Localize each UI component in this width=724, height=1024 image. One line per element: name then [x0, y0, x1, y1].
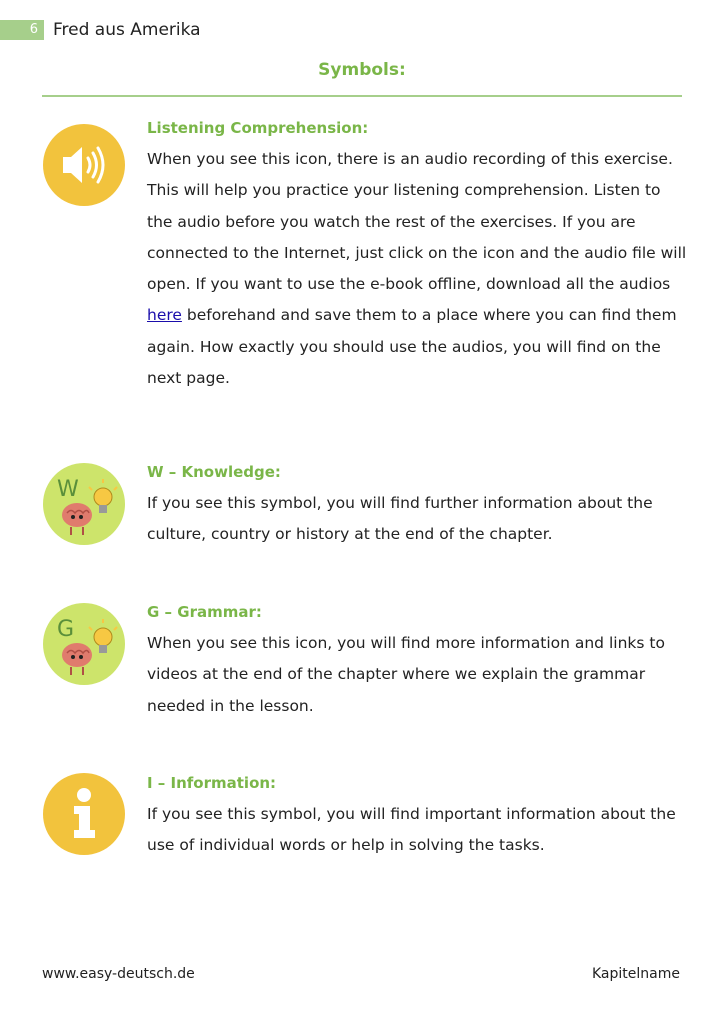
page-header — [0, 18, 724, 42]
entry-text: If you see this symbol, you will find important information about the use of individual words or help in solving the tasks. — [147, 805, 676, 855]
icon-letter: W — [57, 477, 79, 502]
speaker-icon[interactable] — [43, 124, 125, 206]
brain-lightbulb-w-icon — [43, 463, 125, 545]
entry-heading: W – Knowledge: — [147, 463, 281, 481]
book-title: Fred aus Amerika — [53, 20, 201, 40]
page-number: 6 — [0, 20, 44, 40]
title-divider — [42, 95, 682, 97]
entry-text-part: beforehand and save them to a place where you can find them again. How exactly you should use the audios, you will find on the next page. — [147, 306, 677, 388]
section-title: Symbols: — [318, 60, 406, 80]
entry-text-part: When you see this icon, there is an audio recording of this exercise. This will help you practice your listening comprehension. Listen to the audio before you watch the rest of the exercises. If you are connected to the Internet, just click on the icon and the audio file will open. If you want to use the e-book offline, download all the audios — [147, 150, 687, 294]
entry-text: If you see this symbol, you will find further information about the culture, country or history at the end of the chapter. — [147, 494, 653, 544]
entry-text — [147, 144, 687, 394]
info-icon — [43, 773, 125, 855]
entry-heading: G – Grammar: — [147, 603, 262, 621]
brain-lightbulb-g-icon — [43, 603, 125, 685]
icon-letter: G — [57, 617, 75, 642]
audio-download-link[interactable]: here — [147, 306, 182, 325]
footer-website: www.easy-deutsch.de — [42, 966, 195, 982]
entry-heading: Listening Comprehension: — [147, 119, 369, 137]
entry-text: When you see this icon, you will find more information and links to videos at the end of the chapter where we explain the grammar needed in the lesson. — [147, 634, 665, 715]
entry-heading: I – Information: — [147, 774, 277, 792]
footer-chapter-name: Kapitelname — [592, 966, 680, 982]
